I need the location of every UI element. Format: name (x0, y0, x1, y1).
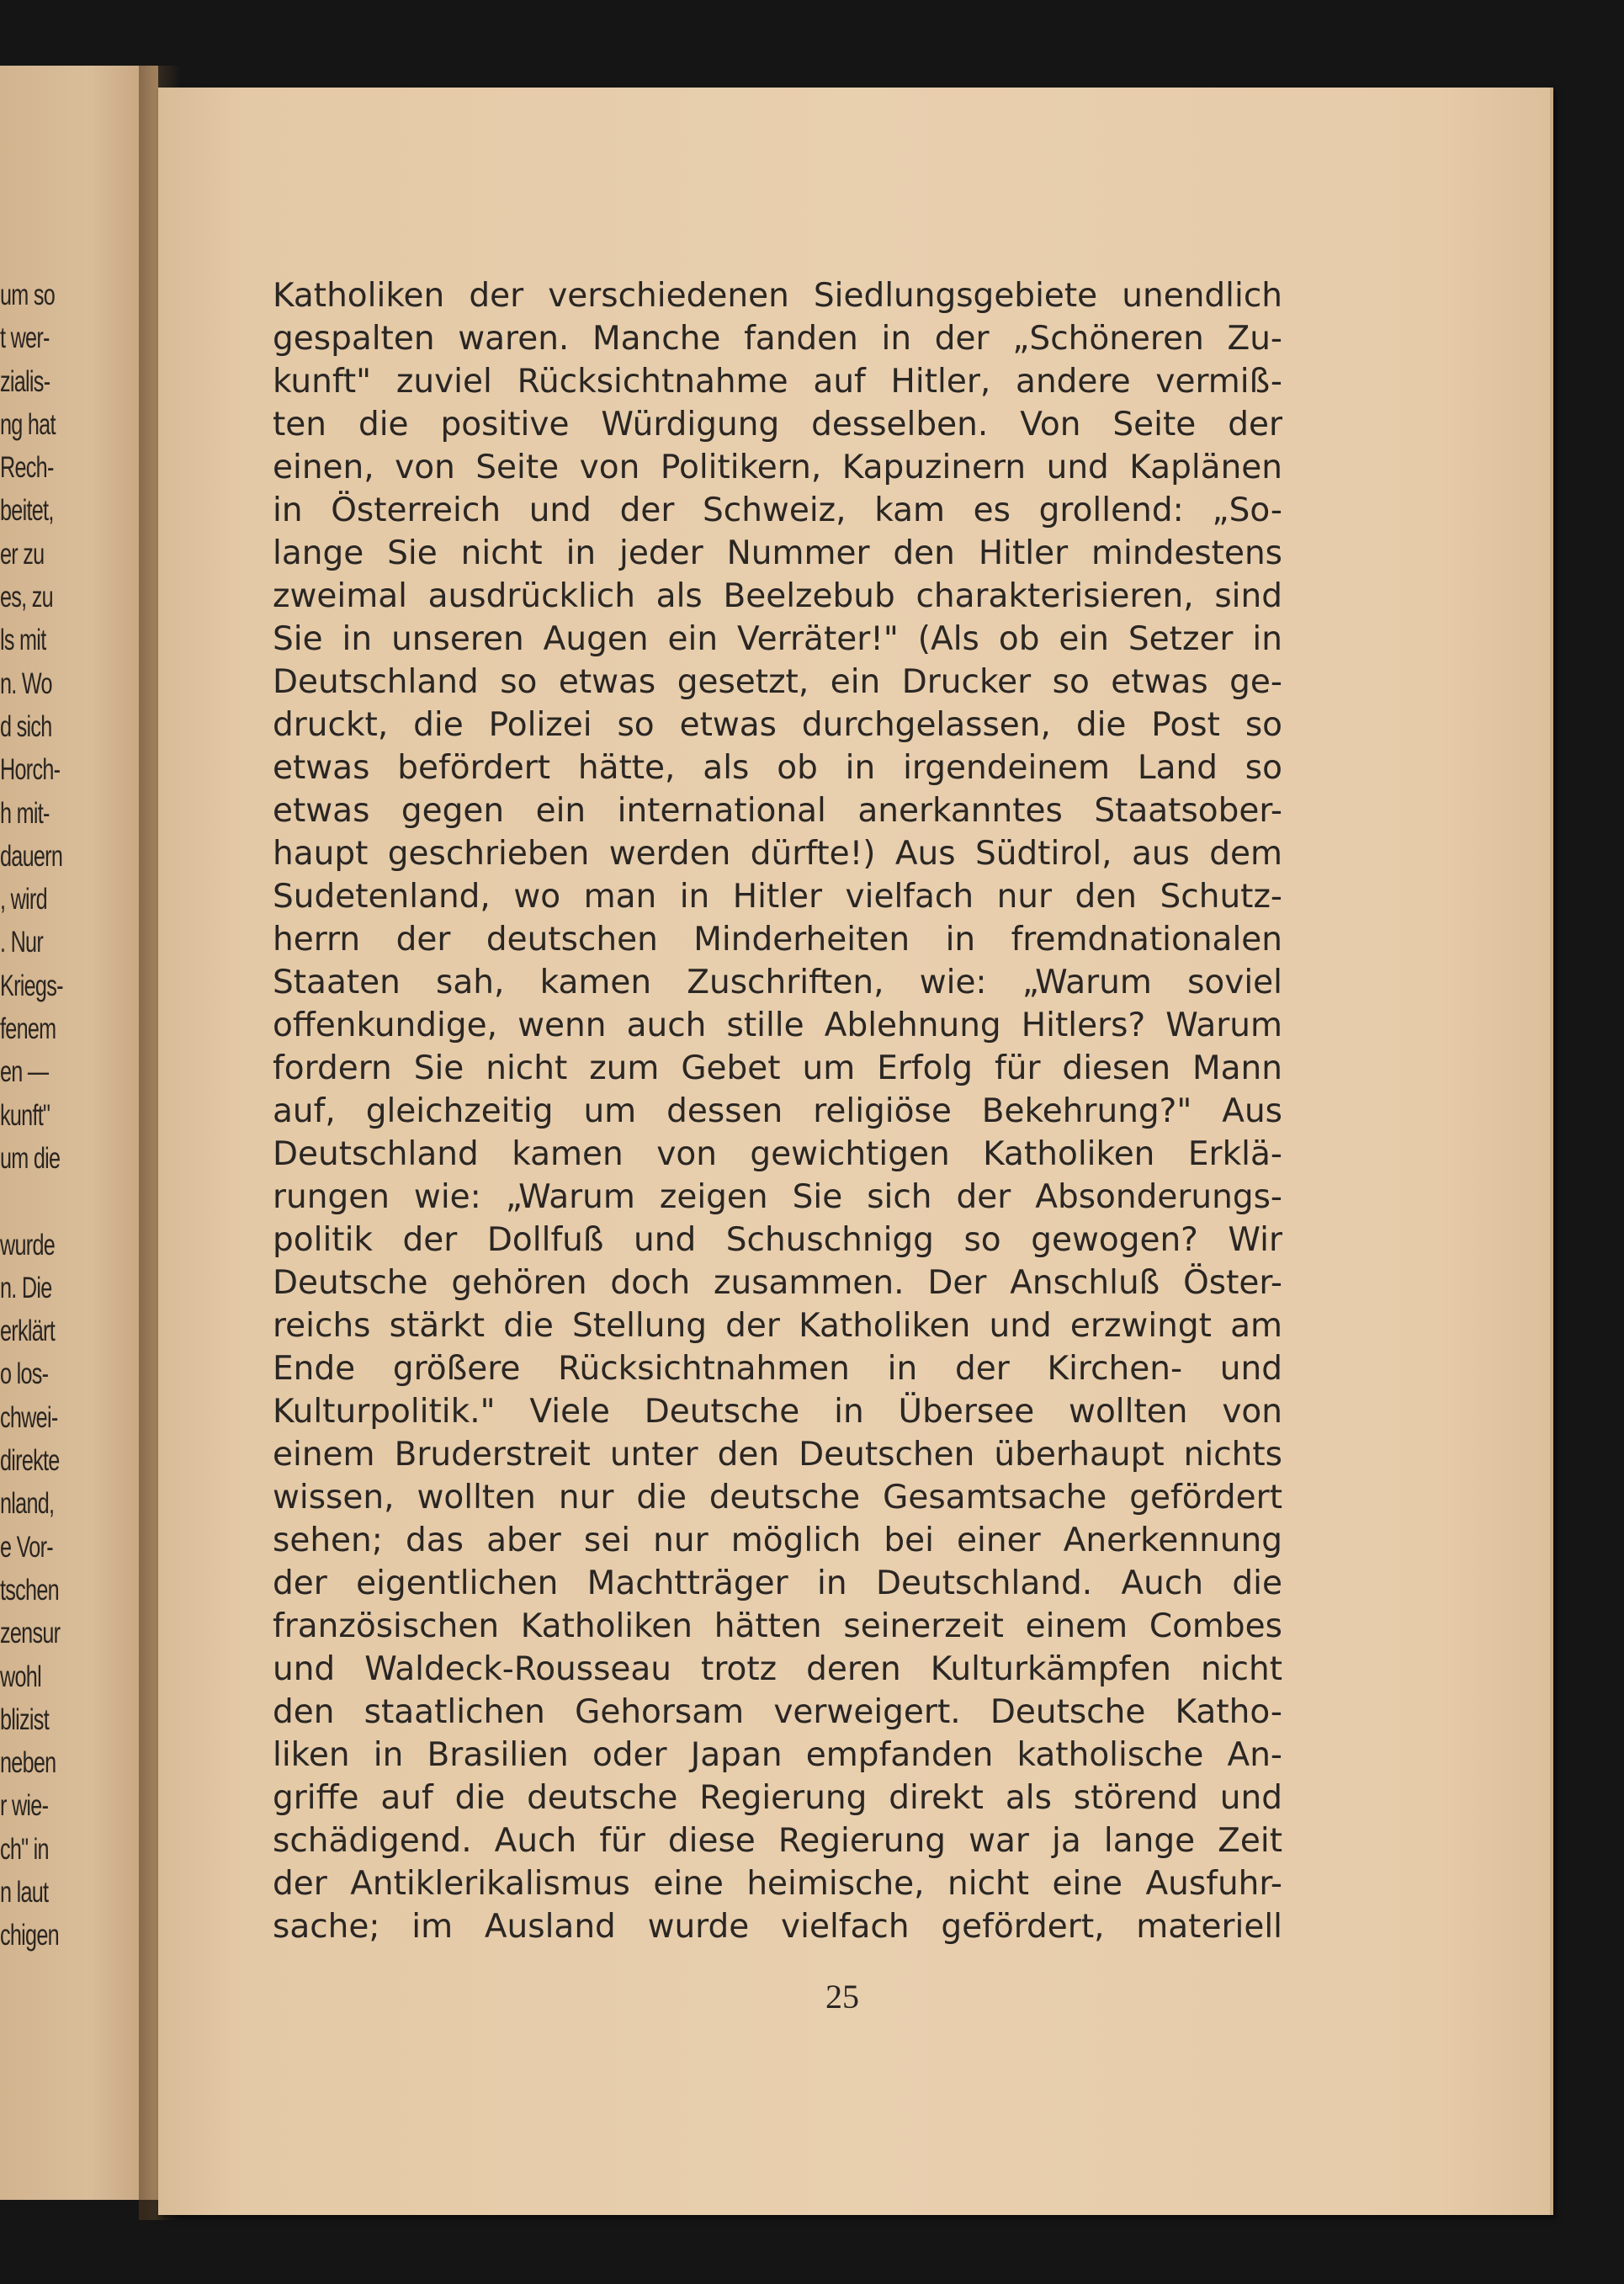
previous-page-edge (0, 66, 158, 2200)
previous-page-line: zensur (0, 1617, 61, 1650)
text-line: den staatlichen Gehorsam verweigert. Deutsche Katho- (273, 1693, 1282, 1731)
text-line: gespalten waren. Manche fanden in der „Schöneren Zu- (273, 320, 1282, 358)
text-line: der Antiklerikalismus eine heimische, nicht eine Ausfuhr- (273, 1865, 1282, 1903)
text-line: französischen Katholiken hätten seinerzeit einem Combes (273, 1607, 1282, 1645)
text-line: etwas gegen ein international anerkanntes Staatsober- (273, 792, 1282, 830)
text-line: ten die positive Würdigung desselben. Von Seite der (273, 406, 1282, 444)
previous-page-line: ls mit (0, 624, 46, 657)
text-line: Staaten sah, kamen Zuschriften, wie: „Warum soviel (273, 964, 1282, 1001)
text-line: sache; im Ausland wurde vielfach gefördert, materiell (273, 1908, 1282, 1946)
previous-page-line (0, 1180, 61, 1223)
text-line: Sudetenland, wo man in Hitler vielfach nur den Schutz- (273, 878, 1282, 916)
text-line: Kulturpolitik." Viele Deutsche in Übersee wollten von (273, 1393, 1282, 1431)
text-line: der eigentlichen Machtträger in Deutschland. Auch die (273, 1564, 1282, 1602)
previous-page-line: t wer- (0, 321, 50, 355)
text-line: in Österreich und der Schweiz, kam es grollend: „So- (273, 491, 1282, 529)
previous-page-line: zialis- (0, 364, 50, 398)
current-page (158, 88, 1553, 2215)
text-line: offenkundige, wenn auch stille Ablehnung Hitlers? Warum (273, 1007, 1282, 1044)
previous-page-line: um so (0, 279, 56, 311)
text-line: Katholiken der verschiedenen Siedlungsgebiete unendlich (273, 277, 1282, 315)
body-text (273, 274, 1282, 1948)
text-line: einem Bruderstreit unter den Deutschen überhaupt nichts (273, 1436, 1282, 1474)
previous-page-line: ng hat (0, 407, 56, 441)
previous-page-line: tschen (0, 1573, 59, 1607)
previous-page-line: Rech- (0, 451, 54, 485)
previous-page-line: dauern (0, 839, 63, 873)
previous-page-line: Kriegs- (0, 969, 63, 1002)
text-line: wissen, wollten nur die deutsche Gesamtsache gefördert (273, 1479, 1282, 1516)
previous-page-line: d sich (0, 709, 52, 743)
page-number-label: 25 (825, 1978, 859, 2016)
previous-page-line: um die (0, 1141, 61, 1175)
text-line: auf, gleichzeitig um dessen religiöse Bekehrung?" Aus (273, 1092, 1282, 1130)
text-line: druckt, die Polizei so etwas durchgelassen, die Post so (273, 706, 1282, 744)
previous-page-line: nland, (0, 1487, 55, 1521)
text-line: etwas befördert hätte, als ob in irgendeinem Land so (273, 749, 1282, 787)
text-line: kunft" zuviel Rücksichtnahme auf Hitler, andere vermiß- (273, 363, 1282, 401)
previous-page-line: neben (0, 1746, 56, 1780)
text-line: herrn der deutschen Minderheiten in fremdnationalen (273, 921, 1282, 959)
previous-page-line: wohl (0, 1660, 41, 1693)
text-line: zweimal ausdrücklich als Beelzebub charakterisieren, sind (273, 577, 1282, 615)
text-line: Ende größere Rücksichtnahmen in der Kirchen- und (273, 1350, 1282, 1388)
previous-page-line: chigen (0, 1919, 59, 1952)
text-line: Deutschland so etwas gesetzt, ein Drucker so etwas ge- (273, 663, 1282, 701)
previous-page-line: fenem (0, 1012, 56, 1046)
text-line: politik der Dollfuß und Schuschnigg so gewogen? Wir (273, 1221, 1282, 1259)
text-line: fordern Sie nicht zum Gebet um Erfolg für diesen Mann (273, 1049, 1282, 1087)
text-line: Sie in unseren Augen ein Verräter!" (Als ob ein Setzer in (273, 620, 1282, 658)
previous-page-line: wurde (0, 1228, 56, 1262)
text-line: haupt geschrieben werden dürfte!) Aus Südtirol, aus dem (273, 835, 1282, 873)
previous-page-line: , wird (0, 883, 47, 916)
previous-page-line: er zu (0, 537, 45, 571)
text-line: griffe auf die deutsche Regierung direkt als störend und (273, 1779, 1282, 1817)
previous-page-line: es, zu (0, 581, 53, 614)
previous-page-line: n. Die (0, 1271, 52, 1304)
previous-page-line: o los- (0, 1357, 49, 1391)
text-line: sehen; das aber sei nur möglich bei einer Anerkennung (273, 1522, 1282, 1559)
page-number (158, 1977, 1550, 2016)
previous-page-line: direkte (0, 1444, 60, 1478)
text-line: reichs stärkt die Stellung der Katholiken und erzwingt am (273, 1307, 1282, 1345)
previous-page-line: r wie- (0, 1789, 49, 1823)
previous-page-line: n. Wo (0, 667, 52, 700)
previous-page-line: n laut (0, 1875, 49, 1909)
text-line: rungen wie: „Warum zeigen Sie sich der Absonderungs- (273, 1178, 1282, 1216)
previous-page-line: kunft" (0, 1098, 50, 1132)
text-line: schädigend. Auch für diese Regierung war ja lange Zeit (273, 1822, 1282, 1860)
previous-page-line: . Nur (0, 926, 44, 959)
previous-page-line: e Vor- (0, 1530, 53, 1564)
text-line: einen, von Seite von Politikern, Kapuzinern und Kaplänen (273, 449, 1282, 486)
text-line: und Waldeck-Rousseau trotz deren Kulturkämpfen nicht (273, 1650, 1282, 1688)
previous-page-line: Horch- (0, 753, 61, 787)
text-line: lange Sie nicht in jeder Nummer den Hitler mindestens (273, 534, 1282, 572)
previous-page-line: blizist (0, 1702, 49, 1736)
text-line: Deutsche gehören doch zusammen. Der Anschluß Öster- (273, 1264, 1282, 1302)
previous-page-line: en — (0, 1055, 49, 1089)
text-line: liken in Brasilien oder Japan empfanden katholische An- (273, 1736, 1282, 1774)
text-line: Deutschland kamen von gewichtigen Katholiken Erklä- (273, 1135, 1282, 1173)
previous-page-line: beitet, (0, 494, 54, 528)
previous-page-line: chwei- (0, 1400, 58, 1434)
previous-page-line: erklärt (0, 1315, 55, 1348)
previous-page-line: h mit- (0, 796, 50, 830)
previous-page-text-fragments (0, 274, 61, 1957)
previous-page-line: ch" in (0, 1832, 49, 1866)
